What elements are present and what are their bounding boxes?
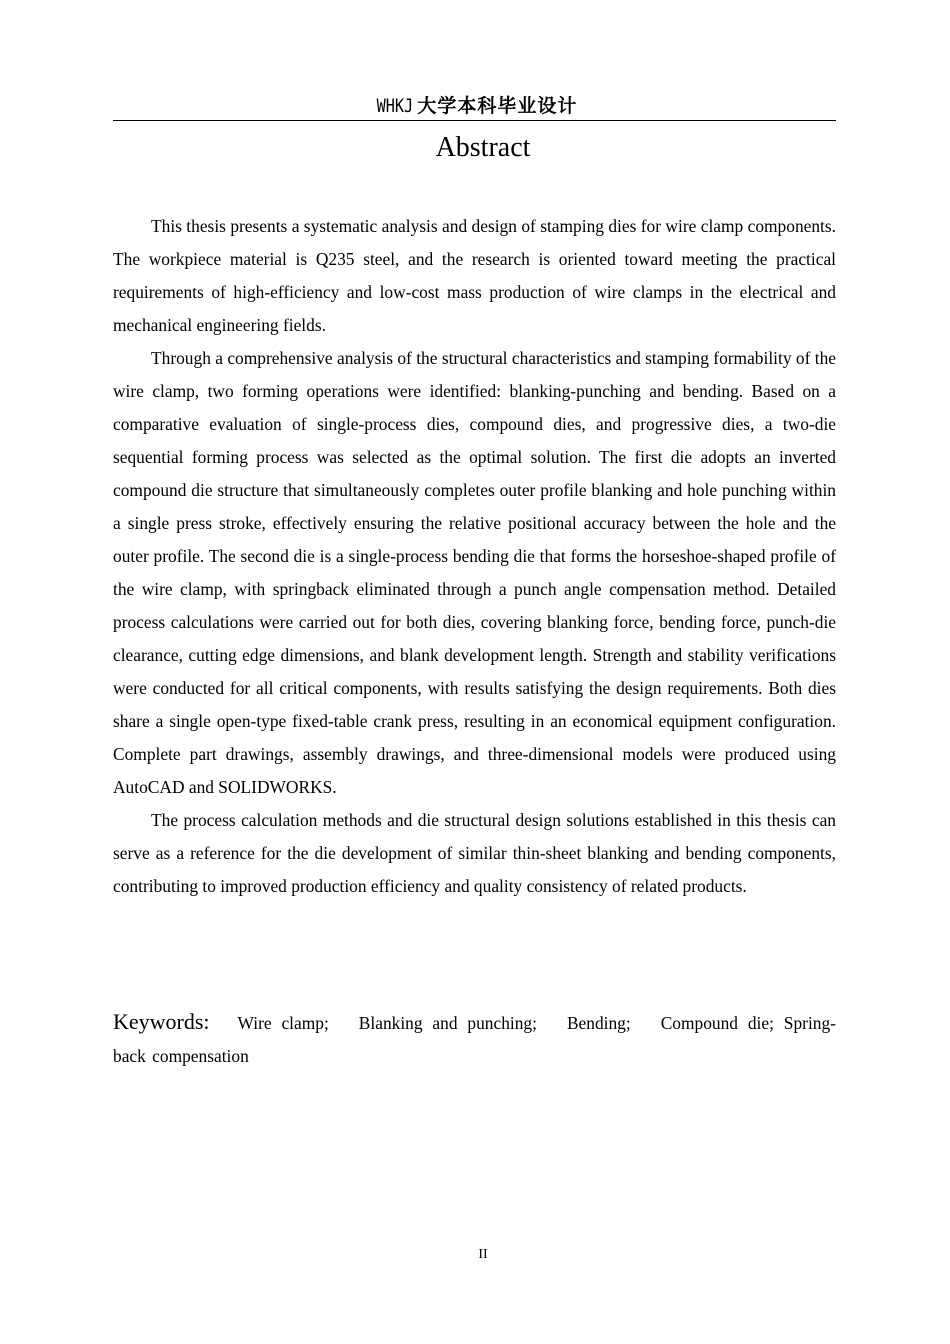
keyword-item: Compound die; bbox=[660, 1013, 774, 1033]
keywords-line bbox=[113, 1005, 836, 1073]
page-number: II bbox=[478, 1247, 488, 1262]
keyword-item: Spring-back compensation bbox=[113, 1013, 836, 1066]
header-university-code: WHKJ bbox=[376, 95, 413, 117]
abstract-paragraph-2: Through a comprehensive analysis of the structural characteristics and stamping formability of the wire clamp, two forming operations were identified: blanking-punching and bending. Based on a comparative evaluation of single-process dies, compound dies, and progressive dies, a two-die sequential forming process was selected as the optimal solution. The first die adopts an inverted compound die structure that simultaneously completes outer profile blanking and hole punching within a single press stroke, effectively ensuring the relative positional accuracy between the hole and the outer profile. The second die is a single-process bending die that forms the horseshoe-shaped profile of the wire clamp, with springback eliminated through a punch angle compensation method. Detailed process calculations were carried out for both dies, covering blanking force, bending force, punch-die clearance, cutting edge dimensions, and blank development length. Strength and stability verifications were conducted for all critical components, with results satisfying the design requirements. Both dies share a single open-type fixed-table crank press, resulting in an economical equipment configuration. Complete part drawings, assembly drawings, and three-dimensional models were produced using AutoCAD and SOLIDWORKS. bbox=[113, 348, 836, 797]
abstract-body bbox=[113, 210, 836, 903]
header-thesis-type: 大学本科毕业设计 bbox=[417, 95, 578, 117]
running-header bbox=[113, 92, 836, 121]
keyword-item: Blanking and punching; bbox=[358, 1013, 537, 1033]
abstract-paragraph-3: The process calculation methods and die structural design solutions established in this thesis can serve as a reference for the die development of similar thin-sheet blanking and bending components, contributing to improved production efficiency and quality consistency of related products. bbox=[113, 810, 836, 896]
abstract-paragraph-1: This thesis presents a systematic analysis and design of stamping dies for wire clamp components. The workpiece material is Q235 steel, and the research is oriented toward meeting the practical requirements of high-efficiency and low-cost mass production of wire clamps in the electrical and mechanical engineering fields. bbox=[113, 216, 836, 335]
keyword-item: Bending; bbox=[566, 1013, 631, 1033]
keywords-label: Keywords: bbox=[113, 1009, 210, 1034]
keyword-item: Wire clamp; bbox=[237, 1013, 329, 1033]
abstract-title: Abstract bbox=[435, 132, 531, 163]
